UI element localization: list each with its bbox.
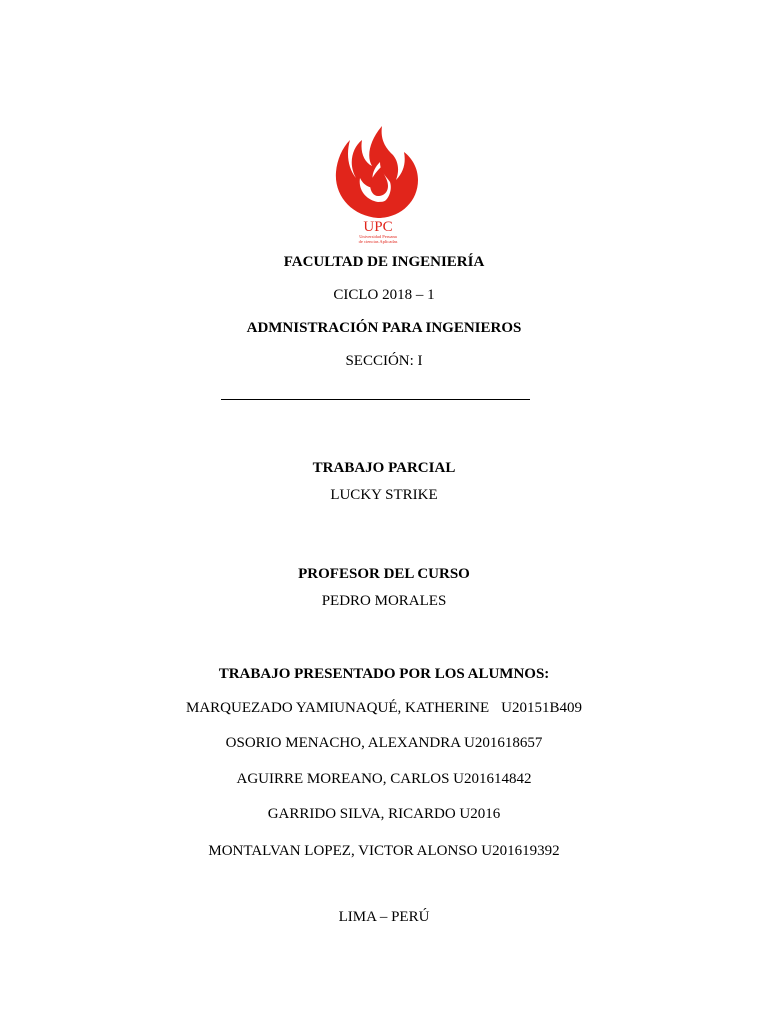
upc-logo-subtext-1: Universidad Peruana <box>359 234 397 239</box>
student-entry <box>0 699 768 717</box>
student-name: MONTALVAN LOPEZ, VICTOR ALONSO <box>208 843 478 859</box>
student-code: U201614842 <box>453 771 532 787</box>
student-name: GARRIDO SILVA, RICARDO <box>267 806 456 822</box>
course-heading: ADMNISTRACIÓN PARA INGENIEROS <box>246 320 522 336</box>
student-name: OSORIO MENACHO, ALEXANDRA <box>225 735 461 751</box>
student-code: U201619392 <box>481 843 560 859</box>
student-entry <box>0 842 768 860</box>
student-code: U201618657 <box>464 735 543 751</box>
section-text: SECCIÓN: I <box>345 353 423 369</box>
student-entry <box>0 770 768 788</box>
professor-label: PROFESOR DEL CURSO <box>298 566 470 582</box>
work-label: TRABAJO PARCIAL <box>312 460 456 476</box>
student-code: U2016 <box>459 806 501 822</box>
students-label: TRABAJO PRESENTADO POR LOS ALUMNOS: <box>218 666 550 682</box>
upc-logo-text: UPC <box>363 219 393 235</box>
student-code: U20151B409 <box>501 700 582 716</box>
horizontal-divider <box>221 399 530 400</box>
upc-logo-subtext-2: de ciencias Aplicadas <box>358 239 398 244</box>
student-entry <box>0 805 768 823</box>
work-title: LUCKY STRIKE <box>330 487 438 503</box>
upc-flame-icon <box>336 126 418 218</box>
student-entry <box>0 734 768 752</box>
student-name: MARQUEZADO YAMIUNAQUÉ, KATHERINE <box>185 700 490 716</box>
professor-name: PEDRO MORALES <box>321 593 447 609</box>
place-text: LIMA – PERÚ <box>338 909 430 925</box>
cycle-text: CICLO 2018 – 1 <box>333 287 435 303</box>
upc-logo <box>330 122 426 246</box>
faculty-heading: FACULTAD DE INGENIERÍA <box>283 254 485 270</box>
student-name: AGUIRRE MOREANO, CARLOS <box>236 771 450 787</box>
